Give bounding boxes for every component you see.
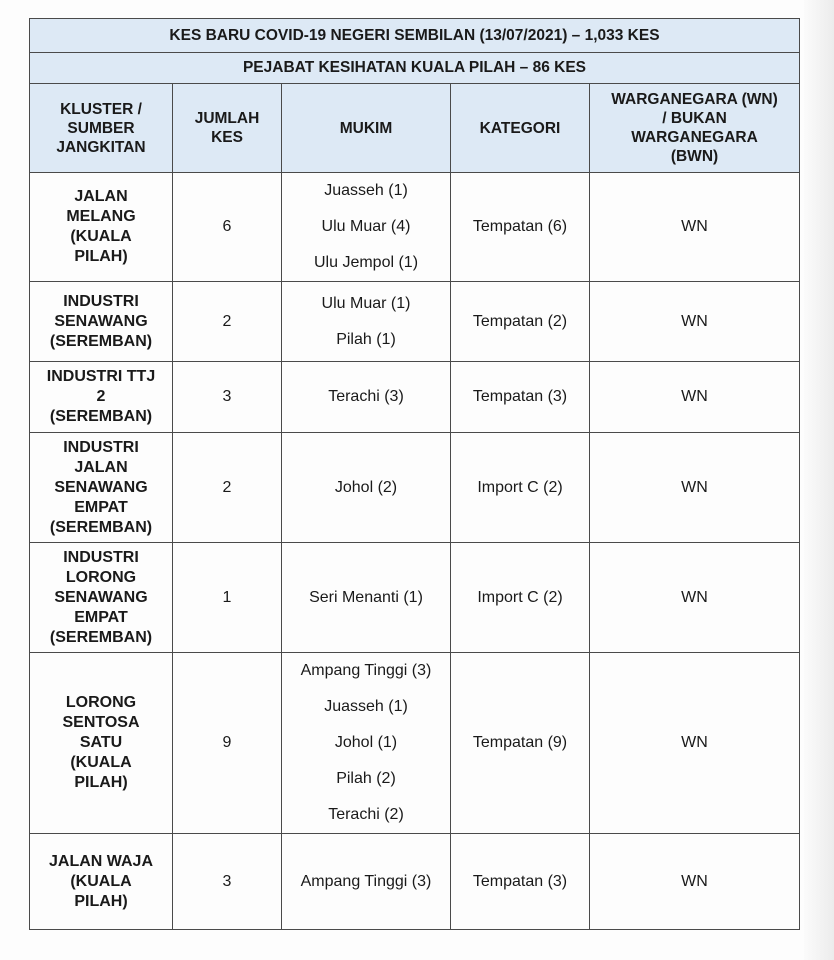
cluster-line: PILAH) [74,892,128,910]
table-row [30,282,800,362]
header-citizenship-line: WARGANEGARA (WN) [611,91,778,108]
cluster-line: (SEREMBAN) [49,518,153,536]
category-cell: Tempatan (6) [451,173,590,282]
header-citizenship-line: / BUKAN [662,110,727,127]
cluster-line: (SEREMBAN) [49,628,153,646]
mukim-entry: Juasseh (1) [324,182,408,199]
header-citizenship-line: (BWN) [670,148,719,165]
title-row [30,19,800,53]
category-cell: Import C (2) [451,433,590,543]
cluster-line: SATU [79,734,123,751]
cluster-cell [30,653,173,834]
mukim-cell [282,282,451,362]
header-cases-line: KES [211,129,243,146]
cluster-line: INDUSTRI [63,438,139,456]
table-row [30,433,800,543]
header-citizenship-line: WARGANEGARA [631,129,758,146]
table-row [30,653,800,834]
mukim-entry: Johol (2) [334,478,398,496]
mukim-cell [282,173,451,282]
category-cell: Import C (2) [451,543,590,653]
mukim-entry: Terachi (3) [328,388,404,405]
cluster-line: (KUALA [70,228,132,245]
mukim-entry: Pilah (2) [336,770,396,787]
cluster-cell [30,543,173,653]
cluster-line: INDUSTRI TTJ [46,368,156,385]
cases-cell: 9 [173,653,282,834]
mukim-entry: Ampang Tinggi (3) [300,662,432,679]
header-cluster [30,84,173,173]
category-cell: Tempatan (9) [451,653,590,834]
cluster-line: INDUSTRI [63,292,139,310]
mukim-entry: Ampang Tinggi (3) [300,872,432,890]
header-citizenship [590,84,800,173]
citizenship-cell: WN [590,282,800,362]
cluster-line: INDUSTRI [63,548,139,566]
cluster-line: PILAH) [74,774,128,791]
cluster-line: SENAWANG [54,478,148,496]
cases-cell: 3 [173,834,282,930]
mukim-cell [282,653,451,834]
table-row [30,362,800,433]
table-title: KES BARU COVID-19 NEGERI SEMBILAN (13/07/2021) – 1,033 KES [30,19,800,53]
covid-cases-table [29,18,800,930]
mukim-entry: Ulu Muar (4) [321,218,411,235]
header-mukim: MUKIM [282,84,451,173]
mukim-entry: Ulu Jempol (1) [313,254,419,271]
mukim-entry: Pilah (1) [336,330,396,348]
mukim-cell [282,543,451,653]
mukim-entry: Juasseh (1) [324,698,408,715]
citizenship-cell: WN [590,653,800,834]
header-cluster-line: JANGKITAN [56,138,146,156]
header-category: KATEGORI [451,84,590,173]
citizenship-cell: WN [590,362,800,433]
cluster-line: EMPAT [74,608,128,626]
table-row [30,173,800,282]
header-cases [173,84,282,173]
header-row [30,84,800,173]
citizenship-cell: WN [590,543,800,653]
mukim-entry: Seri Menanti (1) [309,588,423,606]
page-edge-shadow [804,0,834,960]
citizenship-cell: WN [590,433,800,543]
cluster-line: LORONG [65,568,137,586]
cluster-line: JALAN [74,458,128,476]
category-cell: Tempatan (3) [451,834,590,930]
cluster-line: MELANG [66,208,136,225]
cases-cell: 2 [173,282,282,362]
cases-cell: 2 [173,433,282,543]
cluster-cell [30,173,173,282]
header-cases-line: JUMLAH [194,110,260,127]
mukim-cell [282,433,451,543]
header-cluster-line: KLUSTER / [60,100,142,118]
cluster-line: (SEREMBAN) [49,332,153,350]
cluster-line: SENAWANG [54,312,148,330]
table-row [30,543,800,653]
cluster-cell [30,282,173,362]
cases-cell: 3 [173,362,282,433]
cluster-line: PILAH) [74,248,128,265]
table-row [30,834,800,930]
cases-cell: 1 [173,543,282,653]
table-subtitle: PEJABAT KESIHATAN KUALA PILAH – 86 KES [30,53,800,84]
cluster-line: LORONG [65,694,137,711]
mukim-entry: Ulu Muar (1) [321,294,411,312]
header-cluster-line: SUMBER [67,119,135,137]
cluster-cell [30,433,173,543]
cluster-line: EMPAT [74,498,128,516]
citizenship-cell: WN [590,173,800,282]
cluster-line: JALAN [74,188,128,205]
cluster-line: (SEREMBAN) [49,408,153,425]
category-cell: Tempatan (3) [451,362,590,433]
mukim-entry: Terachi (2) [328,806,404,823]
cluster-line: (KUALA [70,872,132,890]
cluster-cell [30,362,173,433]
cluster-line: 2 [96,388,106,405]
mukim-cell [282,834,451,930]
cluster-cell [30,834,173,930]
category-cell: Tempatan (2) [451,282,590,362]
citizenship-cell: WN [590,834,800,930]
cluster-line: JALAN WAJA [48,852,153,870]
cluster-line: (KUALA [70,754,132,771]
subtitle-row [30,53,800,84]
cluster-line: SENAWANG [54,588,148,606]
cluster-line: SENTOSA [62,714,140,731]
cases-cell: 6 [173,173,282,282]
mukim-cell [282,362,451,433]
mukim-entry: Johol (1) [334,734,398,751]
